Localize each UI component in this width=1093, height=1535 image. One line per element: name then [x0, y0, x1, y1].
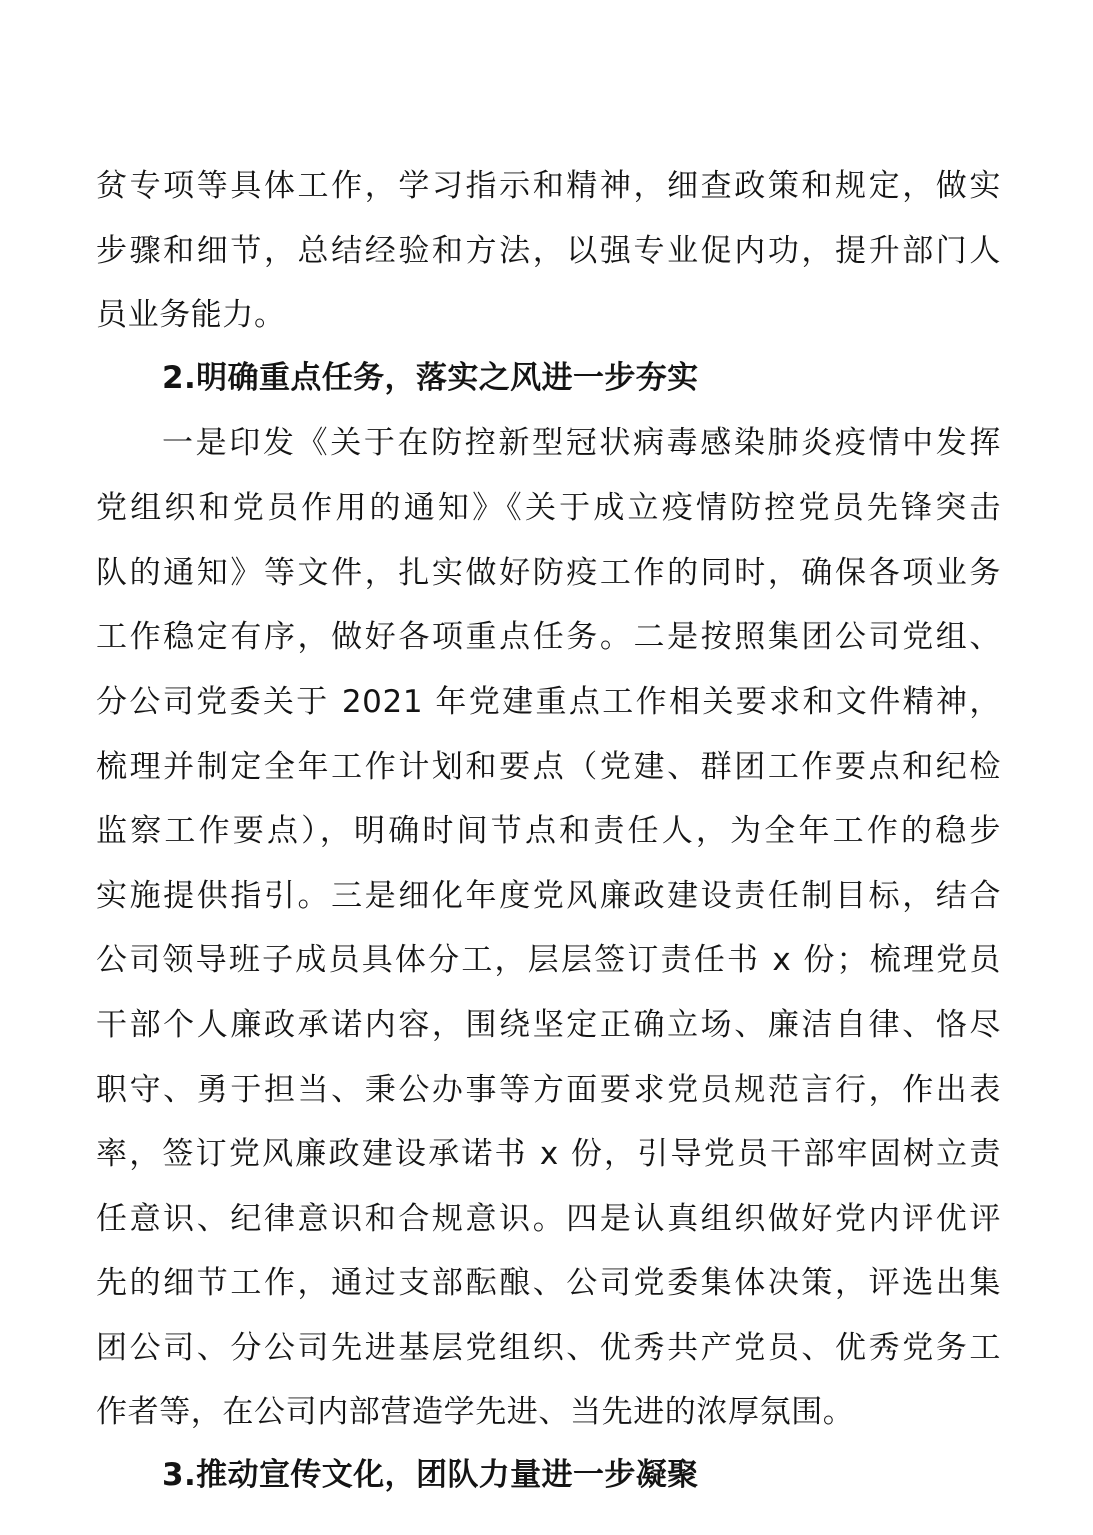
paragraph-line: 公司领导班子成员具体分工，层层签订责任书 x 份；梳理党员 — [96, 942, 1001, 978]
paragraph-line: 监察工作要点），明确时间节点和责任人，为全年工作的稳步 — [96, 813, 1001, 849]
section-heading-3: 3.推动宣传文化，团队力量进一步凝聚 — [162, 1457, 699, 1493]
paragraph-line: 作者等，在公司内部营造学先进、当先进的浓厚氛围。 — [96, 1394, 855, 1430]
paragraph-line: 步骤和细节，总结经验和方法，以强专业促内功，提升部门人 — [96, 233, 1001, 269]
paragraph-line: 工作稳定有序，做好各项重点任务。二是按照集团公司党组、 — [96, 619, 1001, 655]
paragraph-line: 团公司、分公司先进基层党组织、优秀共产党员、优秀党务工 — [96, 1330, 1001, 1366]
paragraph-line: 队的通知》等文件，扎实做好防疫工作的同时，确保各项业务 — [96, 555, 1001, 591]
section-heading-2: 2.明确重点任务，落实之风进一步夯实 — [162, 360, 699, 396]
paragraph-line: 职守、勇于担当、秉公办事等方面要求党员规范言行，作出表 — [96, 1072, 1001, 1108]
paragraph-first-line: 一是印发《关于在防控新型冠状病毒感染肺炎疫情中发挥 — [162, 425, 1001, 461]
paragraph-line: 梳理并制定全年工作计划和要点（党建、群团工作要点和纪检 — [96, 749, 1001, 785]
paragraph-line: 任意识、纪律意识和合规意识。四是认真组织做好党内评优评 — [96, 1201, 1001, 1237]
paragraph-line: 党组织和党员作用的通知》《关于成立疫情防控党员先锋突击 — [96, 490, 1001, 526]
paragraph-line: 先的细节工作，通过支部酝酿、公司党委集体决策，评选出集 — [96, 1265, 1001, 1301]
paragraph-line: 分公司党委关于 2021 年党建重点工作相关要求和文件精神， — [96, 684, 1001, 720]
paragraph-line: 贫专项等具体工作，学习指示和精神，细查政策和规定，做实 — [96, 168, 1001, 204]
paragraph-line: 实施提供指引。三是细化年度党风廉政建设责任制目标，结合 — [96, 878, 1001, 914]
paragraph-line: 率，签订党风廉政建设承诺书 x 份，引导党员干部牢固树立责 — [96, 1136, 1001, 1172]
paragraph-line: 员业务能力。 — [96, 297, 286, 333]
paragraph-line: 干部个人廉政承诺内容，围绕坚定正确立场、廉洁自律、恪尽 — [96, 1007, 1001, 1043]
